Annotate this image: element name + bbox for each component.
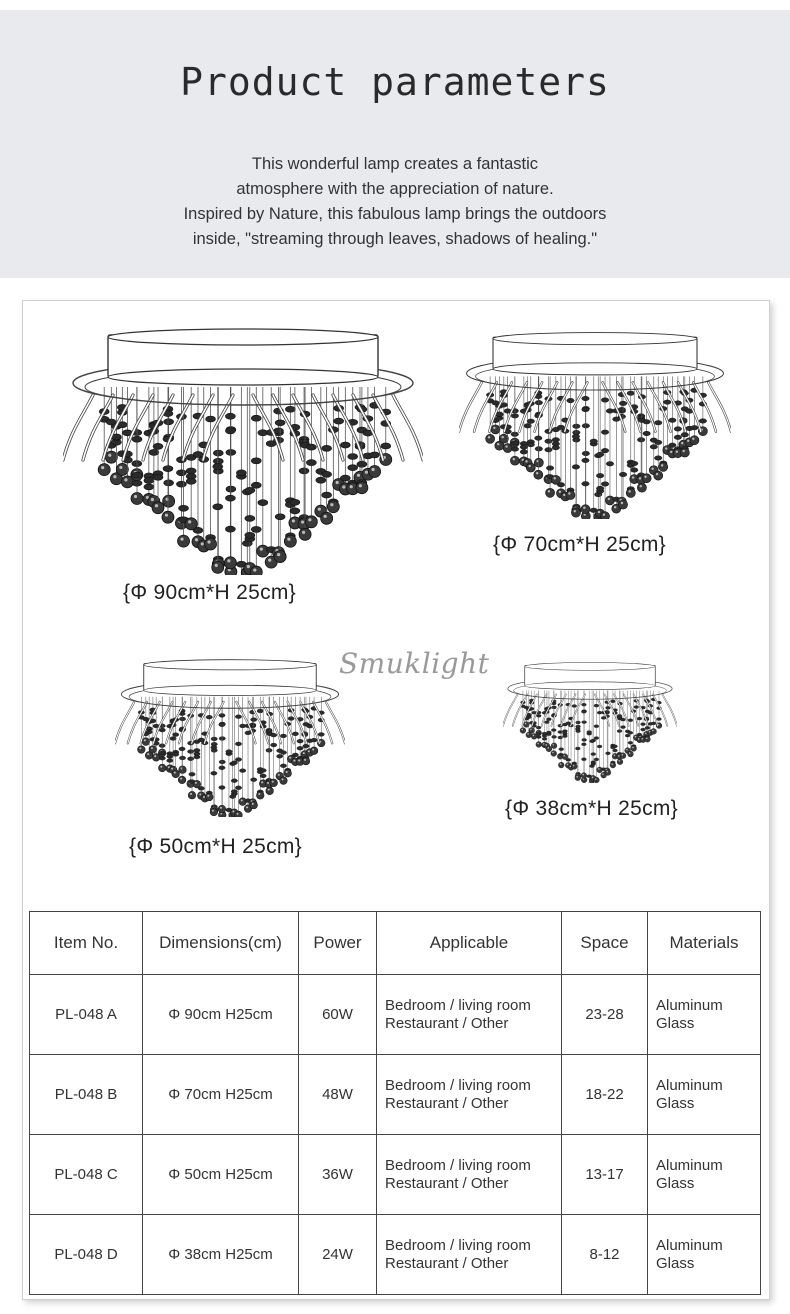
- header-banner: [0, 10, 790, 278]
- description-line: inside, "streaming through leaves, shadows of healing.": [192, 230, 598, 248]
- material-line: Aluminum: [656, 1076, 723, 1094]
- description-line: atmosphere with the appreciation of nature.: [236, 180, 554, 198]
- cell-applicable: [377, 1215, 562, 1295]
- material-line: Aluminum: [656, 1156, 723, 1174]
- applicable-line: Restaurant / Other: [385, 1014, 509, 1032]
- applicable-line: Restaurant / Other: [385, 1094, 509, 1112]
- product-description: [0, 152, 790, 252]
- cell-materials: [648, 1055, 761, 1135]
- table-row: [30, 1055, 761, 1135]
- material-line: Aluminum: [656, 1236, 723, 1254]
- cell-materials: [648, 1135, 761, 1215]
- table-row: [30, 975, 761, 1055]
- cell-item: PL-048 B: [30, 1055, 143, 1135]
- parameters-table: [29, 911, 761, 1295]
- material-line: Glass: [656, 1174, 695, 1192]
- header-space: Space: [562, 912, 648, 975]
- cell-applicable: [377, 975, 562, 1055]
- cell-dimensions: Φ 70cm H25cm: [143, 1055, 299, 1135]
- cell-item: PL-048 C: [30, 1135, 143, 1215]
- applicable-line: Bedroom / living room: [385, 1156, 531, 1174]
- cell-dimensions: Φ 90cm H25cm: [143, 975, 299, 1055]
- cell-power: 36W: [299, 1135, 377, 1215]
- table-row: [30, 1135, 761, 1215]
- cell-space: 13-17: [562, 1135, 648, 1215]
- brand-watermark: Smuklight: [339, 647, 490, 680]
- size-label-50cm: {Φ 50cm*H 25cm}: [129, 835, 302, 858]
- cell-materials: [648, 975, 761, 1055]
- material-line: Glass: [656, 1094, 695, 1112]
- specification-card: [22, 300, 770, 1300]
- table-row: [30, 1215, 761, 1295]
- applicable-line: Restaurant / Other: [385, 1254, 509, 1272]
- cell-power: 60W: [299, 975, 377, 1055]
- lamp-illustration-70cm: [459, 329, 731, 519]
- lamp-illustration-38cm: [503, 659, 677, 783]
- page-title: Product parameters: [180, 60, 610, 104]
- material-line: Aluminum: [656, 996, 723, 1014]
- material-line: Glass: [656, 1254, 695, 1272]
- applicable-line: Bedroom / living room: [385, 996, 531, 1014]
- cell-dimensions: Φ 38cm H25cm: [143, 1215, 299, 1295]
- cell-space: 8-12: [562, 1215, 648, 1295]
- description-line: Inspired by Nature, this fabulous lamp brings the outdoors: [183, 205, 607, 223]
- cell-applicable: [377, 1135, 562, 1215]
- lamp-illustration-50cm: [115, 657, 345, 817]
- header-materials: Materials: [648, 912, 761, 975]
- cell-power: 48W: [299, 1055, 377, 1135]
- header-applicable: Applicable: [377, 912, 562, 975]
- applicable-line: Bedroom / living room: [385, 1076, 531, 1094]
- header-item-no: Item No.: [30, 912, 143, 975]
- material-line: Glass: [656, 1014, 695, 1032]
- cell-dimensions: Φ 50cm H25cm: [143, 1135, 299, 1215]
- header-dimensions: Dimensions(cm): [143, 912, 299, 975]
- cell-applicable: [377, 1055, 562, 1135]
- applicable-line: Bedroom / living room: [385, 1236, 531, 1254]
- size-label-70cm: {Φ 70cm*H 25cm}: [493, 533, 666, 556]
- cell-space: 18-22: [562, 1055, 648, 1135]
- cell-item: PL-048 D: [30, 1215, 143, 1295]
- header-power: Power: [299, 912, 377, 975]
- lamp-illustration-90cm: [63, 325, 423, 575]
- table-header-row: [30, 912, 761, 975]
- applicable-line: Restaurant / Other: [385, 1174, 509, 1192]
- cell-space: 23-28: [562, 975, 648, 1055]
- cell-item: PL-048 A: [30, 975, 143, 1055]
- cell-power: 24W: [299, 1215, 377, 1295]
- size-label-90cm: {Φ 90cm*H 25cm}: [123, 581, 296, 604]
- description-line: This wonderful lamp creates a fantastic: [251, 155, 539, 173]
- size-label-38cm: {Φ 38cm*H 25cm}: [505, 797, 678, 820]
- cell-materials: [648, 1215, 761, 1295]
